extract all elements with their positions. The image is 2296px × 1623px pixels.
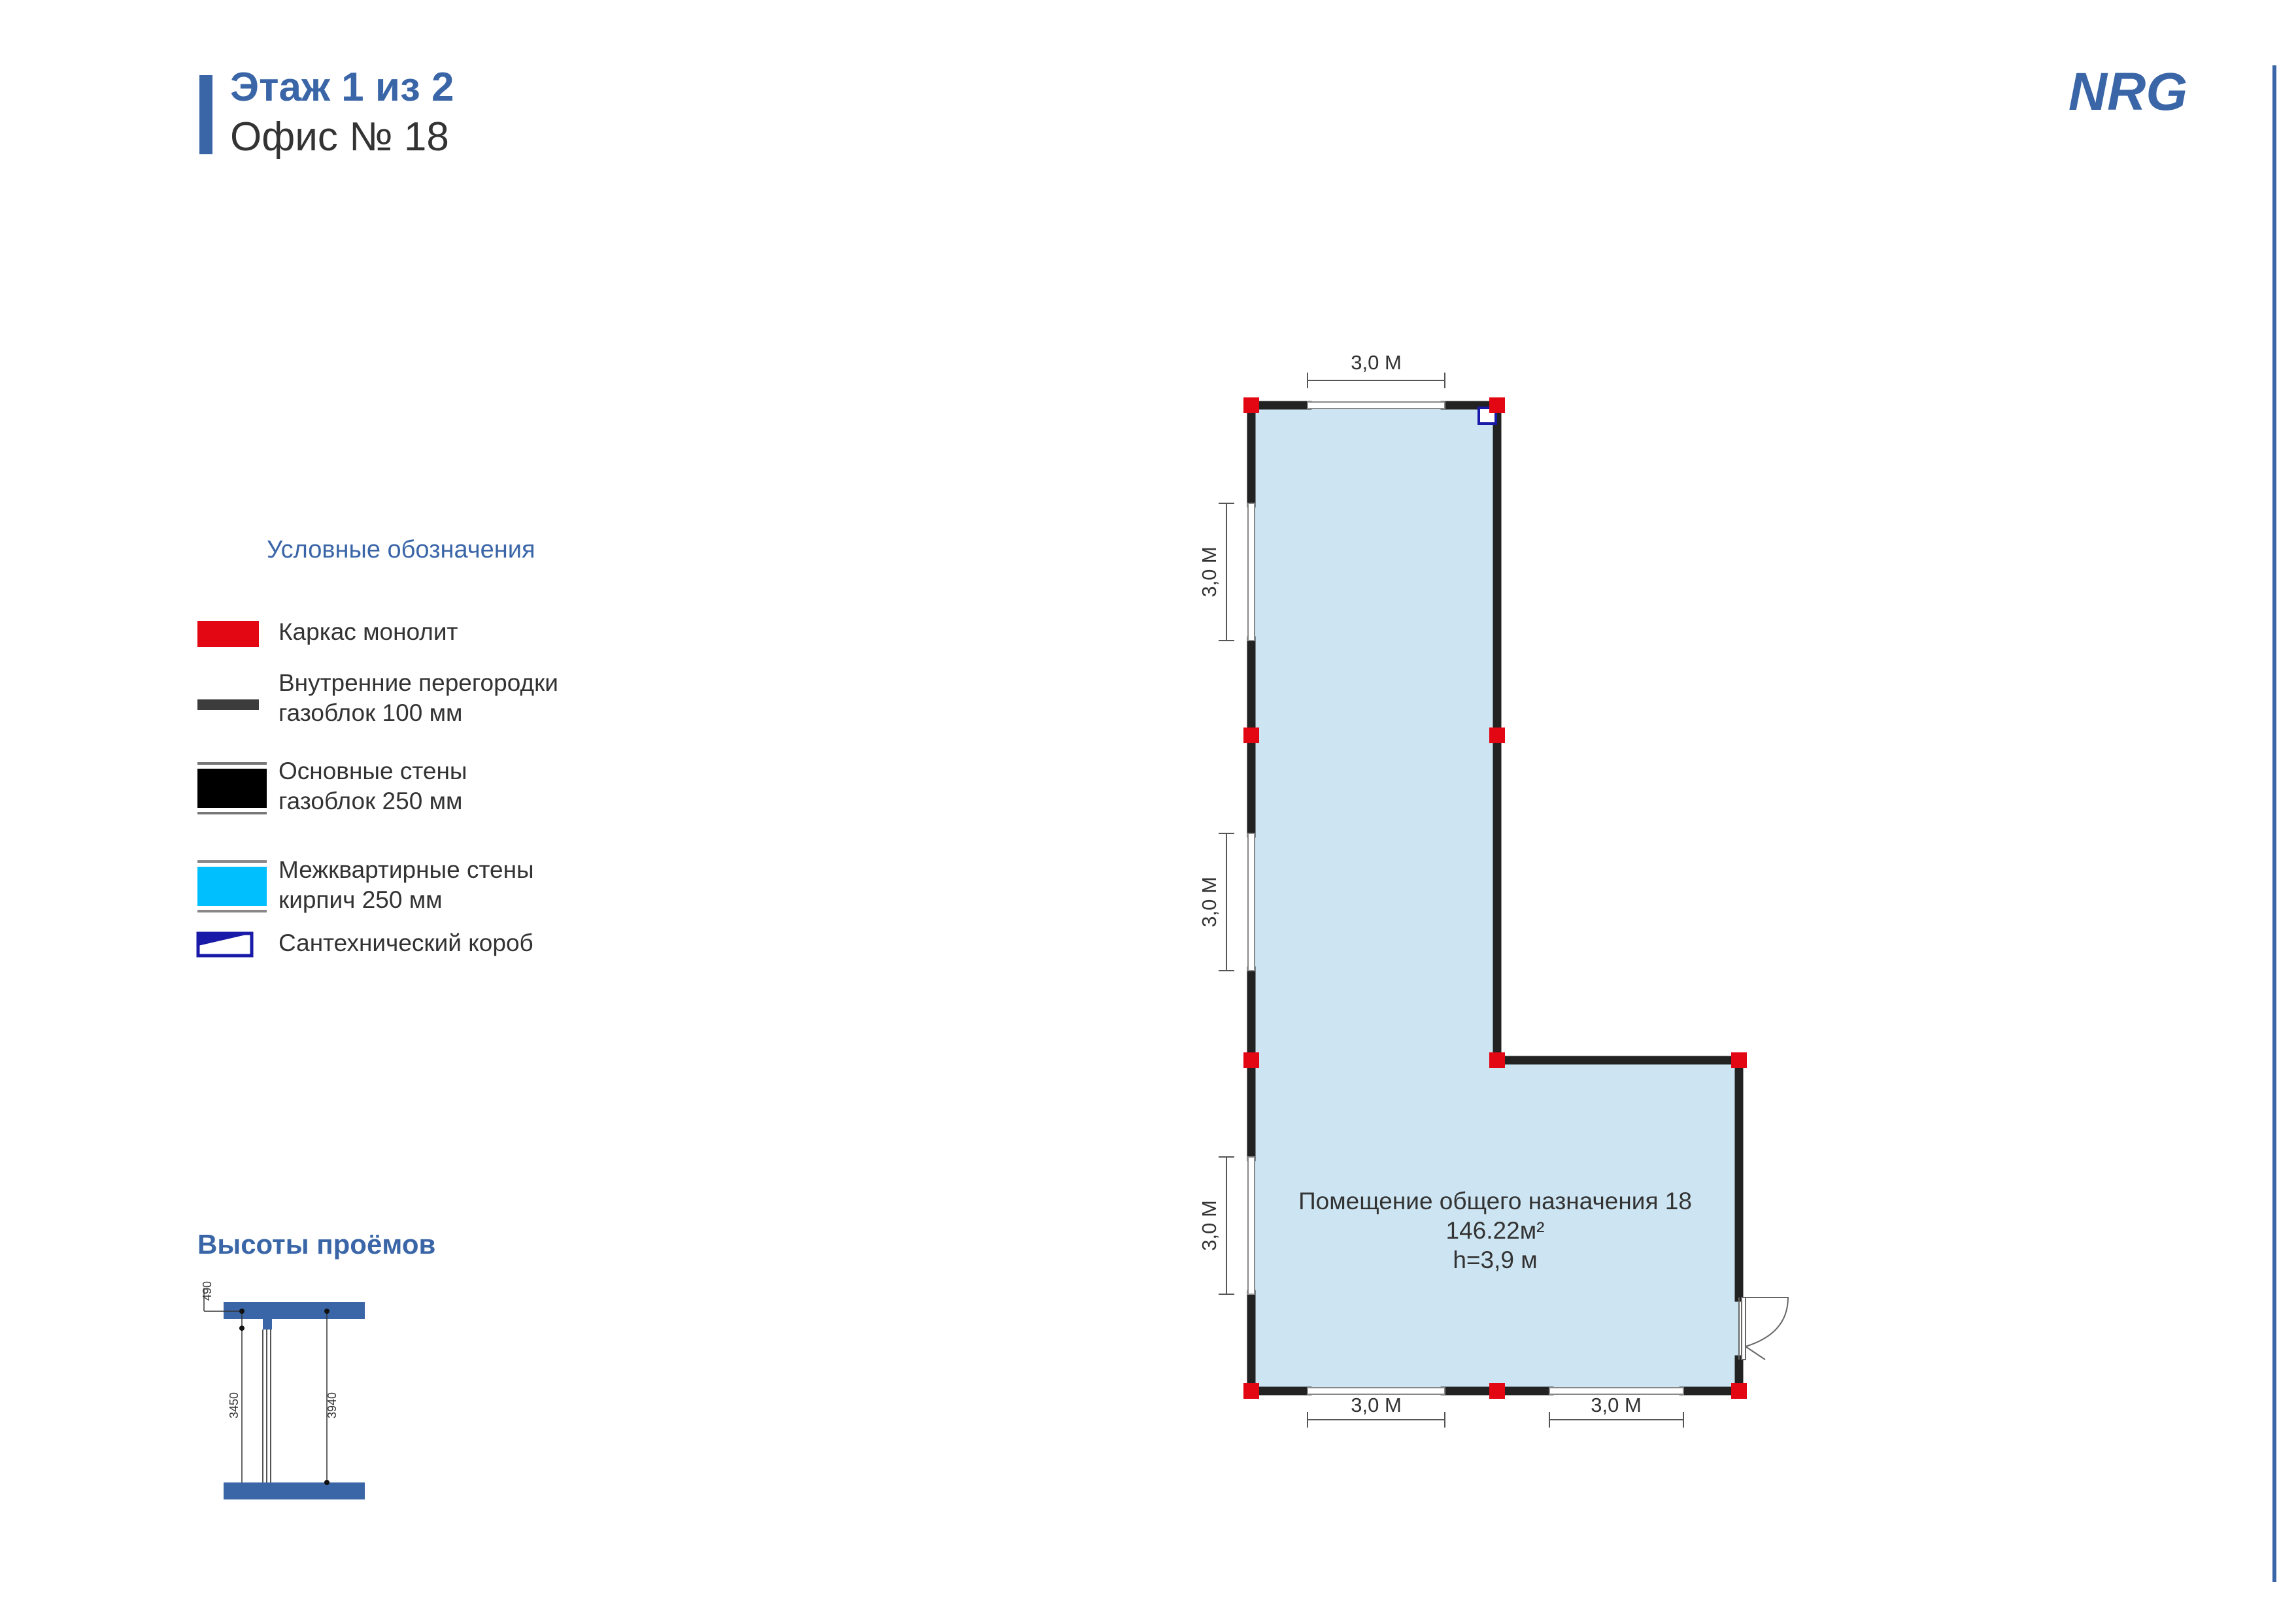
legend-swatch-party-wall-edge-bottom <box>197 910 267 912</box>
column <box>1489 1383 1505 1399</box>
floor-title: Этаж 1 из 2 <box>230 65 454 110</box>
bottom-slab <box>224 1482 365 1499</box>
legend-swatch-main-wall-edge-top <box>197 762 267 765</box>
legend-label-main-wall-2: газоблок 250 мм <box>279 788 463 814</box>
room-height: h=3,9 м <box>1453 1247 1538 1273</box>
dim-total-label: 3940 <box>326 1392 339 1418</box>
window-left-2 <box>1248 833 1255 971</box>
dim-label-bottom-right: 3,0 М <box>1591 1394 1642 1416</box>
column <box>1243 728 1259 743</box>
legend-title: Условные обозначения <box>267 536 535 563</box>
legend-label-plumbing-box: Сантехнический короб <box>279 929 533 956</box>
page-border-line <box>2272 65 2276 1582</box>
column <box>1731 1052 1747 1068</box>
floor-plan <box>1177 340 1798 1451</box>
brand-logo-text: NRG <box>2068 65 2188 118</box>
header-accent-bar <box>199 75 212 154</box>
column <box>1731 1383 1747 1399</box>
column <box>1489 397 1505 413</box>
room-area: 146.22м² <box>1445 1217 1545 1244</box>
legend-swatch-frame <box>197 621 259 647</box>
legend-label-main-wall: Основные стены <box>279 758 467 784</box>
dim-label-left-2: 3,0 М <box>1198 877 1221 928</box>
legend-label-party-wall: Межквартирные стены <box>279 856 534 883</box>
dim-label-bottom-left: 3,0 М <box>1351 1394 1402 1416</box>
legend-label-party-wall-2: кирпич 250 мм <box>279 886 443 913</box>
top-slab <box>224 1302 365 1319</box>
legend-swatch-party-wall <box>197 867 267 906</box>
brand-logo <box>2014 65 2242 118</box>
lintel <box>263 1319 272 1330</box>
room-name: Помещение общего назначения 18 <box>1298 1188 1692 1214</box>
legend-swatch-party-wall-edge-top <box>197 860 267 863</box>
column <box>1489 728 1505 743</box>
legend-swatch-plumbing-box <box>196 931 254 958</box>
legend-swatch-main-wall-edge-bottom <box>197 812 267 814</box>
legend-label-partition-2: газоблок 100 мм <box>279 699 463 726</box>
column <box>1489 1052 1505 1068</box>
column <box>1243 1383 1259 1399</box>
legend-swatch-partition <box>197 699 259 710</box>
office-title: Офис № 18 <box>230 114 449 159</box>
door <box>1739 1297 1788 1360</box>
legend-swatch-main-wall <box>197 769 267 808</box>
dim-label-left-3: 3,0 М <box>1198 1200 1221 1251</box>
dim-opening-label: 3450 <box>228 1392 241 1418</box>
legend-label-frame: Каркас монолит <box>279 618 458 645</box>
legend-label-partition: Внутренние перегородки <box>279 669 558 696</box>
dim-top-label: 490 <box>201 1280 214 1301</box>
window-left-3 <box>1248 1157 1255 1294</box>
dim-label-left-1: 3,0 М <box>1198 546 1221 597</box>
opening-heights-diagram <box>190 1275 379 1503</box>
window-top <box>1308 402 1445 409</box>
column <box>1243 397 1259 413</box>
dim-label-top: 3,0 М <box>1351 351 1402 374</box>
opening-heights-title: Высоты проёмов <box>197 1229 436 1260</box>
column <box>1243 1052 1259 1068</box>
window-left-1 <box>1248 503 1255 641</box>
